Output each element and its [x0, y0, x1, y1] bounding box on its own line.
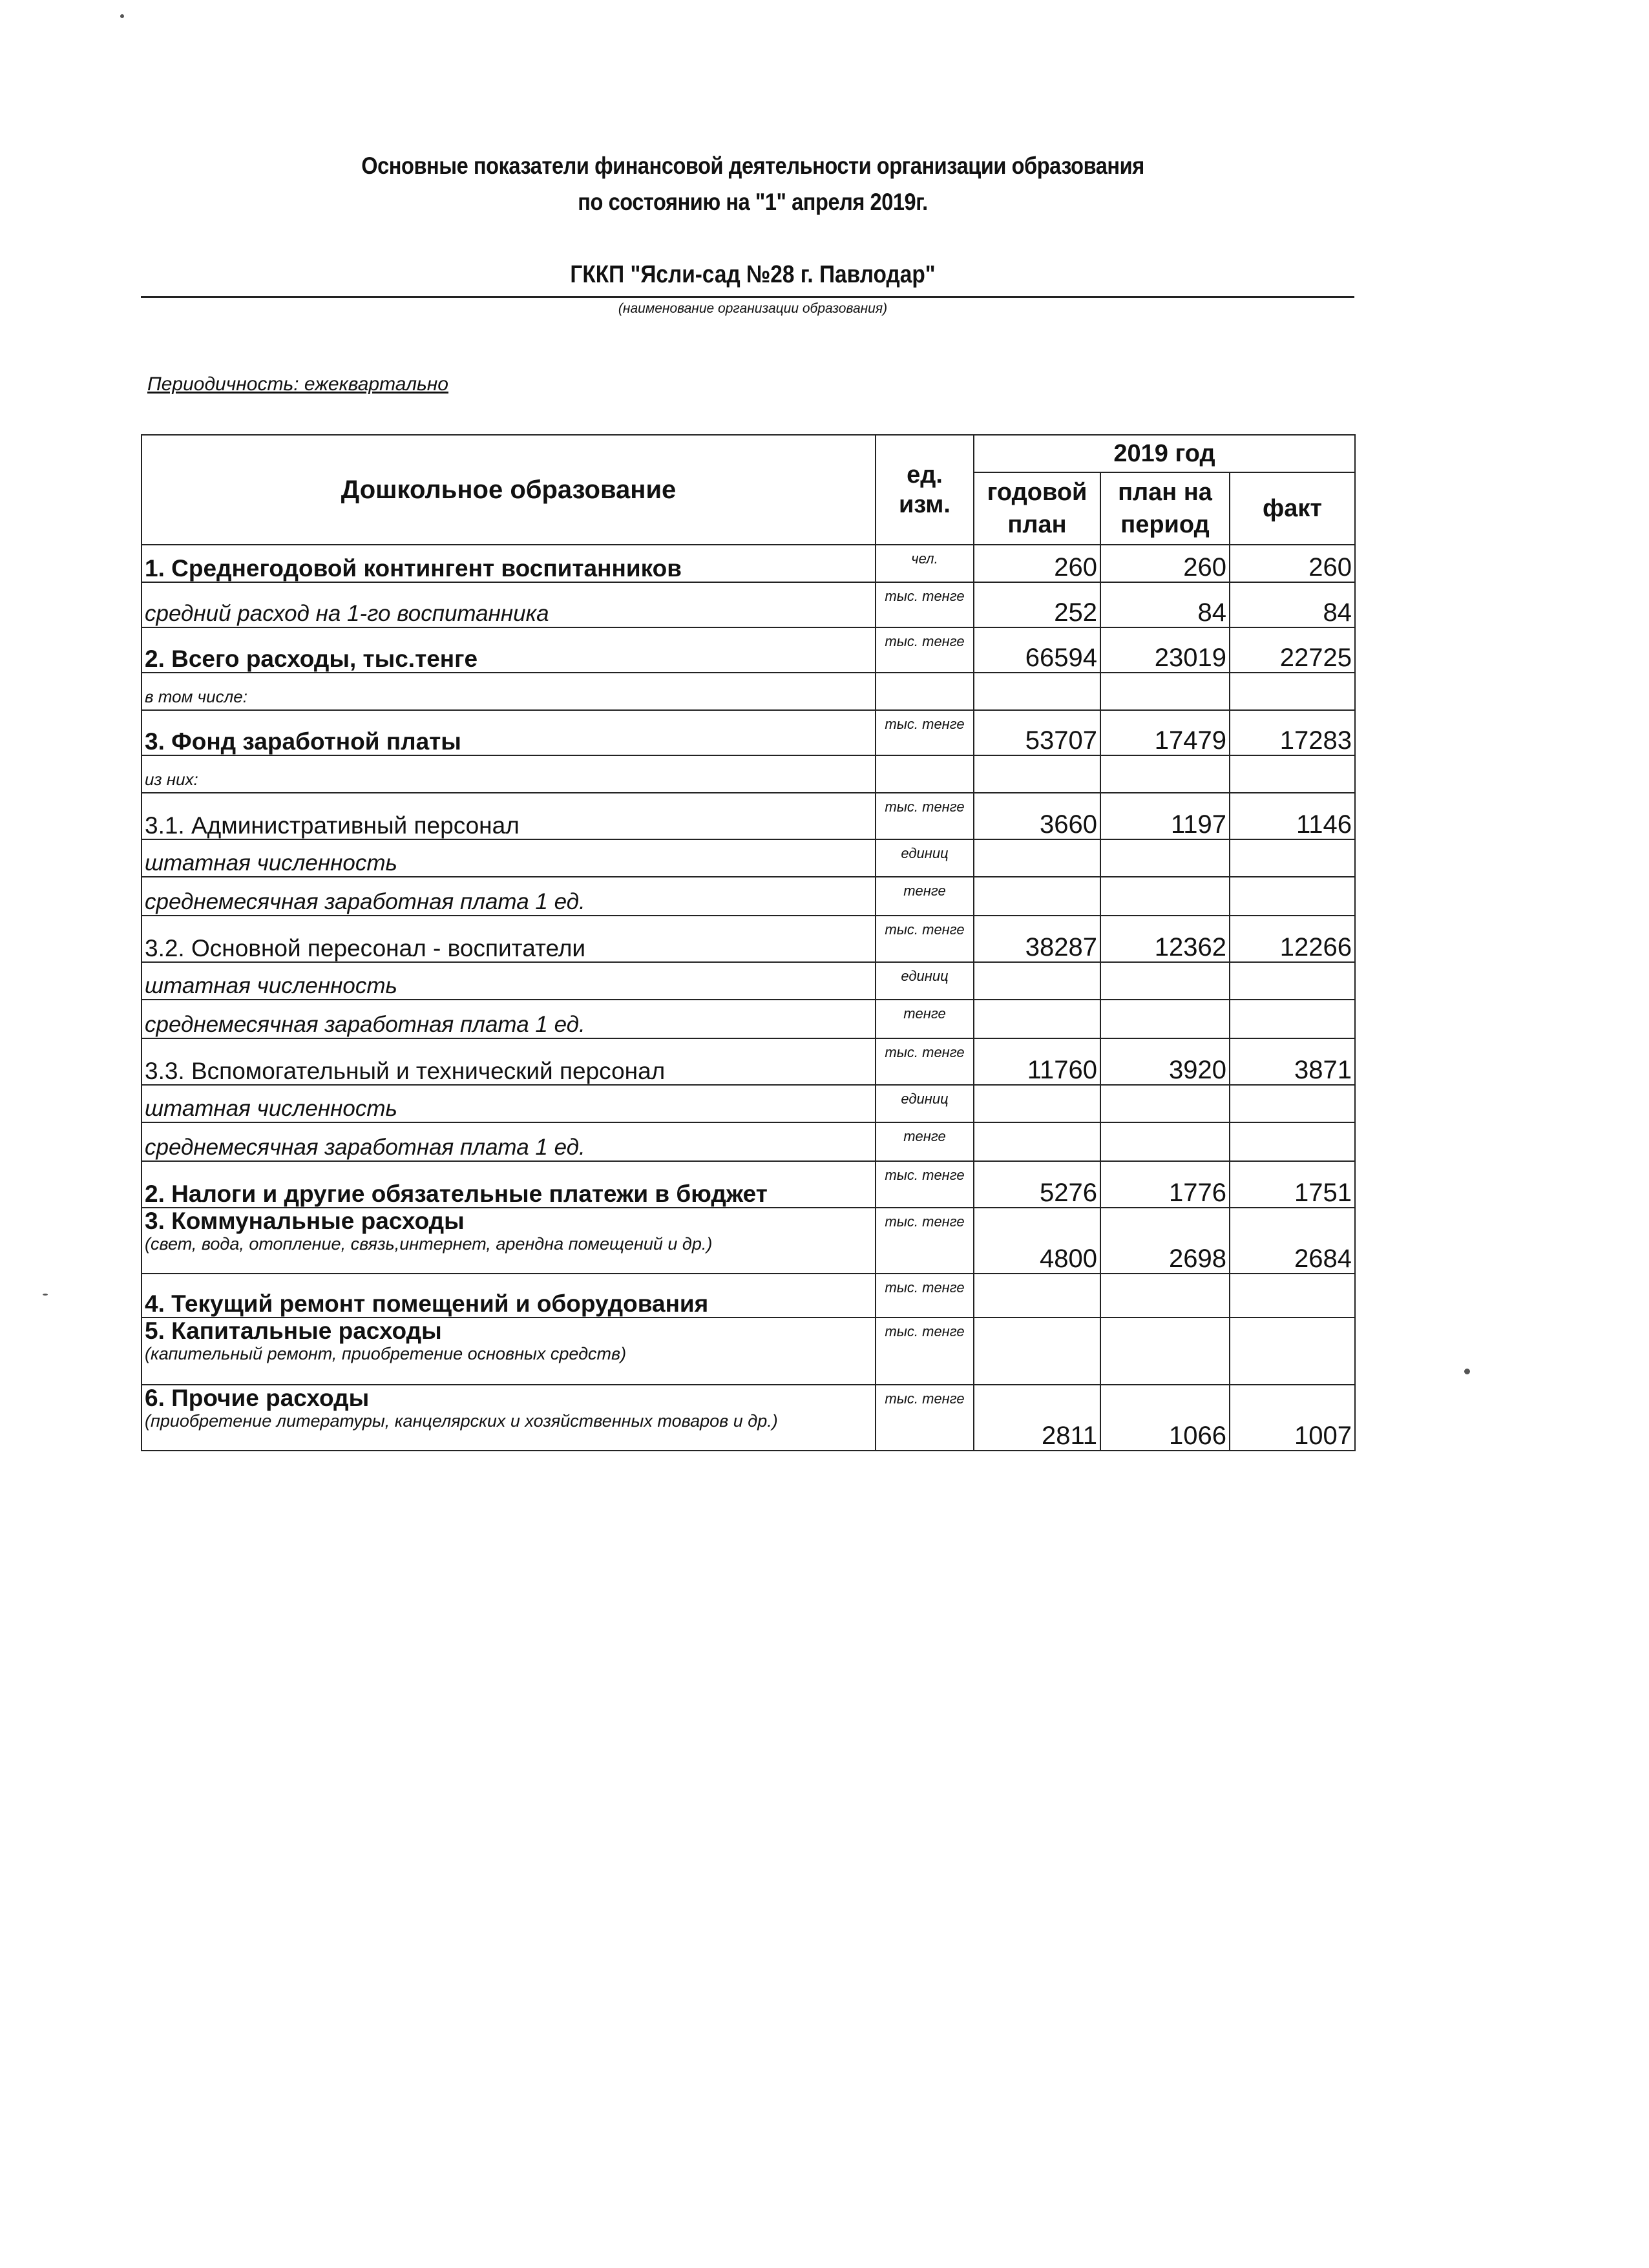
- cell-annual: [974, 1318, 1100, 1385]
- cell-annual: [974, 1274, 1100, 1318]
- cell-fact: [1230, 755, 1355, 793]
- row-label: [142, 710, 876, 755]
- row-label-text: среднемесячная заработная плата 1 ед.: [145, 1135, 585, 1160]
- cell-fact: 84: [1230, 582, 1355, 627]
- cell-annual: [974, 1085, 1100, 1122]
- cell-annual: 4800: [974, 1208, 1100, 1274]
- cell-period: 2698: [1100, 1208, 1230, 1274]
- row-unit: тыс. тенге: [876, 916, 974, 962]
- row-unit: единиц: [876, 962, 974, 1000]
- cell-annual: [974, 673, 1100, 710]
- table-body: [142, 545, 1355, 1451]
- scan-speck: [43, 1294, 48, 1296]
- table-row: [142, 793, 1355, 839]
- row-label-text: 2. Налоги и другие обязательные платежи в бюджет: [145, 1181, 768, 1207]
- row-label: [142, 1000, 876, 1038]
- header-annual-plan: годовой план: [974, 472, 1100, 545]
- report-title-line1: Основные показатели финансовой деятельности организации образования: [361, 152, 1144, 179]
- cell-fact: [1230, 673, 1355, 710]
- row-label: [142, 755, 876, 793]
- row-unit: тыс. тенге: [876, 1038, 974, 1085]
- row-label-text: 4. Текущий ремонт помещений и оборудования: [145, 1290, 709, 1317]
- row-label-text: 3.1. Административный персонал: [145, 812, 520, 839]
- header-year: 2019 год: [974, 435, 1355, 472]
- row-label-text: 3. Фонд заработной платы: [145, 728, 461, 755]
- cell-fact: 1007: [1230, 1385, 1355, 1451]
- row-label-text: в том числе:: [145, 687, 247, 706]
- cell-annual: [974, 1000, 1100, 1038]
- financial-indicators-table: [141, 434, 1356, 1451]
- row-label-text: среднемесячная заработная плата 1 ед.: [145, 1012, 585, 1037]
- table-row: [142, 1385, 1355, 1451]
- row-unit: тыс. тенге: [876, 627, 974, 673]
- cell-fact: 3871: [1230, 1038, 1355, 1085]
- cell-fact: 22725: [1230, 627, 1355, 673]
- periodicity-label: Периодичность: ежеквартально: [147, 373, 448, 395]
- cell-fact: [1230, 1122, 1355, 1161]
- row-unit: тенге: [876, 1122, 974, 1161]
- cell-period: [1100, 1085, 1230, 1122]
- row-label: [142, 673, 876, 710]
- cell-annual: 3660: [974, 793, 1100, 839]
- table-row: [142, 877, 1355, 916]
- cell-fact: [1230, 1274, 1355, 1318]
- table-row: [142, 627, 1355, 673]
- cell-period: 260: [1100, 545, 1230, 582]
- header-unit: ед. изм.: [876, 435, 974, 545]
- cell-period: [1100, 877, 1230, 916]
- row-label: [142, 1274, 876, 1318]
- row-label: [142, 1122, 876, 1161]
- table-row: [142, 1161, 1355, 1208]
- cell-annual: 5276: [974, 1161, 1100, 1208]
- cell-period: [1100, 755, 1230, 793]
- row-label: [142, 877, 876, 916]
- row-label: [142, 962, 876, 1000]
- cell-annual: 38287: [974, 916, 1100, 962]
- cell-period: 23019: [1100, 627, 1230, 673]
- table-row: [142, 1274, 1355, 1318]
- cell-fact: [1230, 1085, 1355, 1122]
- row-label-text: средний расход на 1-го воспитанника: [145, 601, 549, 626]
- row-label-text: 3.3. Вспомогательный и технический персонал: [145, 1058, 666, 1084]
- cell-period: [1100, 839, 1230, 877]
- row-unit: тыс. тенге: [876, 1161, 974, 1208]
- header-period-plan: план на период: [1100, 472, 1230, 545]
- row-label: [142, 1161, 876, 1208]
- row-label: [142, 839, 876, 877]
- cell-fact: 12266: [1230, 916, 1355, 962]
- row-label-text: 2. Всего расходы, тыс.тенге: [145, 646, 478, 672]
- row-unit: тыс. тенге: [876, 710, 974, 755]
- row-label-text: 3. Коммунальные расходы: [145, 1208, 465, 1234]
- cell-period: 1776: [1100, 1161, 1230, 1208]
- row-unit: тыс. тенге: [876, 1274, 974, 1318]
- row-label-text: штатная численность: [145, 1096, 397, 1121]
- table-row: [142, 545, 1355, 582]
- organization-name: ГККП "Ясли-сад №28 г. Павлодар": [570, 261, 936, 288]
- cell-period: [1100, 1274, 1230, 1318]
- row-label-text: 6. Прочие расходы: [145, 1385, 370, 1411]
- table-row: [142, 582, 1355, 627]
- row-label: [142, 627, 876, 673]
- table-row: [142, 710, 1355, 755]
- row-label-note: (приобретение литературы, канцелярских и хозяйственных товаров и др.): [145, 1411, 778, 1431]
- table-row: [142, 839, 1355, 877]
- cell-period: [1100, 962, 1230, 1000]
- row-unit: тыс. тенге: [876, 1385, 974, 1451]
- cell-fact: 1751: [1230, 1161, 1355, 1208]
- row-label: [142, 1385, 876, 1451]
- cell-annual: 66594: [974, 627, 1100, 673]
- cell-fact: [1230, 1000, 1355, 1038]
- cell-annual: [974, 1122, 1100, 1161]
- cell-annual: [974, 755, 1100, 793]
- row-unit: тыс. тенге: [876, 1318, 974, 1385]
- cell-annual: 53707: [974, 710, 1100, 755]
- row-label-text: штатная численность: [145, 850, 397, 876]
- table-row: [142, 755, 1355, 793]
- table-row: [142, 673, 1355, 710]
- cell-annual: [974, 962, 1100, 1000]
- report-title-line2: по состоянию на "1" апреля 2019г.: [578, 189, 928, 215]
- row-label-text: штатная численность: [145, 973, 397, 998]
- row-label-text: 5. Капитальные расходы: [145, 1318, 442, 1344]
- cell-fact: [1230, 1318, 1355, 1385]
- row-label: [142, 793, 876, 839]
- table-row: [142, 1122, 1355, 1161]
- row-label-text: 1. Среднегодовой контингент воспитанников: [145, 555, 682, 582]
- cell-period: 84: [1100, 582, 1230, 627]
- row-label-note: (капительный ремонт, приобретение основных средств): [145, 1344, 627, 1363]
- cell-fact: [1230, 962, 1355, 1000]
- row-unit: [876, 673, 974, 710]
- table-row: [142, 1000, 1355, 1038]
- cell-fact: 260: [1230, 545, 1355, 582]
- cell-fact: 17283: [1230, 710, 1355, 755]
- row-unit: тенге: [876, 1000, 974, 1038]
- cell-annual: 260: [974, 545, 1100, 582]
- organization-caption: (наименование организации образования): [618, 301, 888, 316]
- cell-annual: 2811: [974, 1385, 1100, 1451]
- row-unit: тенге: [876, 877, 974, 916]
- cell-fact: 1146: [1230, 793, 1355, 839]
- row-unit: чел.: [876, 545, 974, 582]
- row-label: [142, 916, 876, 962]
- row-unit: тыс. тенге: [876, 793, 974, 839]
- table-row: [142, 1208, 1355, 1274]
- row-unit: единиц: [876, 839, 974, 877]
- header-section: Дошкольное образование: [142, 435, 876, 545]
- cell-period: 12362: [1100, 916, 1230, 962]
- table-header: [142, 435, 1355, 545]
- cell-fact: [1230, 839, 1355, 877]
- cell-period: 1197: [1100, 793, 1230, 839]
- table-row: [142, 1085, 1355, 1122]
- header-fact: факт: [1230, 472, 1355, 545]
- row-label: [142, 582, 876, 627]
- organization-underline: [141, 296, 1354, 298]
- cell-period: 17479: [1100, 710, 1230, 755]
- row-label: [142, 1208, 876, 1274]
- row-label-text: среднемесячная заработная плата 1 ед.: [145, 889, 585, 914]
- table-row: [142, 916, 1355, 962]
- cell-annual: 11760: [974, 1038, 1100, 1085]
- cell-period: 3920: [1100, 1038, 1230, 1085]
- cell-fact: 2684: [1230, 1208, 1355, 1274]
- scan-speck: [120, 14, 124, 18]
- row-label: [142, 1085, 876, 1122]
- row-unit: [876, 755, 974, 793]
- cell-period: 1066: [1100, 1385, 1230, 1451]
- table-row: [142, 1318, 1355, 1385]
- table-row: [142, 1038, 1355, 1085]
- cell-fact: [1230, 877, 1355, 916]
- row-label: [142, 1038, 876, 1085]
- cell-annual: 252: [974, 582, 1100, 627]
- cell-period: [1100, 1000, 1230, 1038]
- row-unit: единиц: [876, 1085, 974, 1122]
- cell-annual: [974, 877, 1100, 916]
- row-label: [142, 1318, 876, 1385]
- cell-period: [1100, 673, 1230, 710]
- row-label-text: 3.2. Основной пересонал - воспитатели: [145, 935, 586, 961]
- cell-period: [1100, 1122, 1230, 1161]
- row-unit: тыс. тенге: [876, 582, 974, 627]
- cell-period: [1100, 1318, 1230, 1385]
- row-unit: тыс. тенге: [876, 1208, 974, 1274]
- cell-annual: [974, 839, 1100, 877]
- scan-speck: [1464, 1369, 1470, 1374]
- row-label-note: (свет, вода, отопление, связь,интернет, арендна помещений и др.): [145, 1234, 713, 1254]
- row-label-text: из них:: [145, 770, 198, 789]
- row-label: [142, 545, 876, 582]
- table-row: [142, 962, 1355, 1000]
